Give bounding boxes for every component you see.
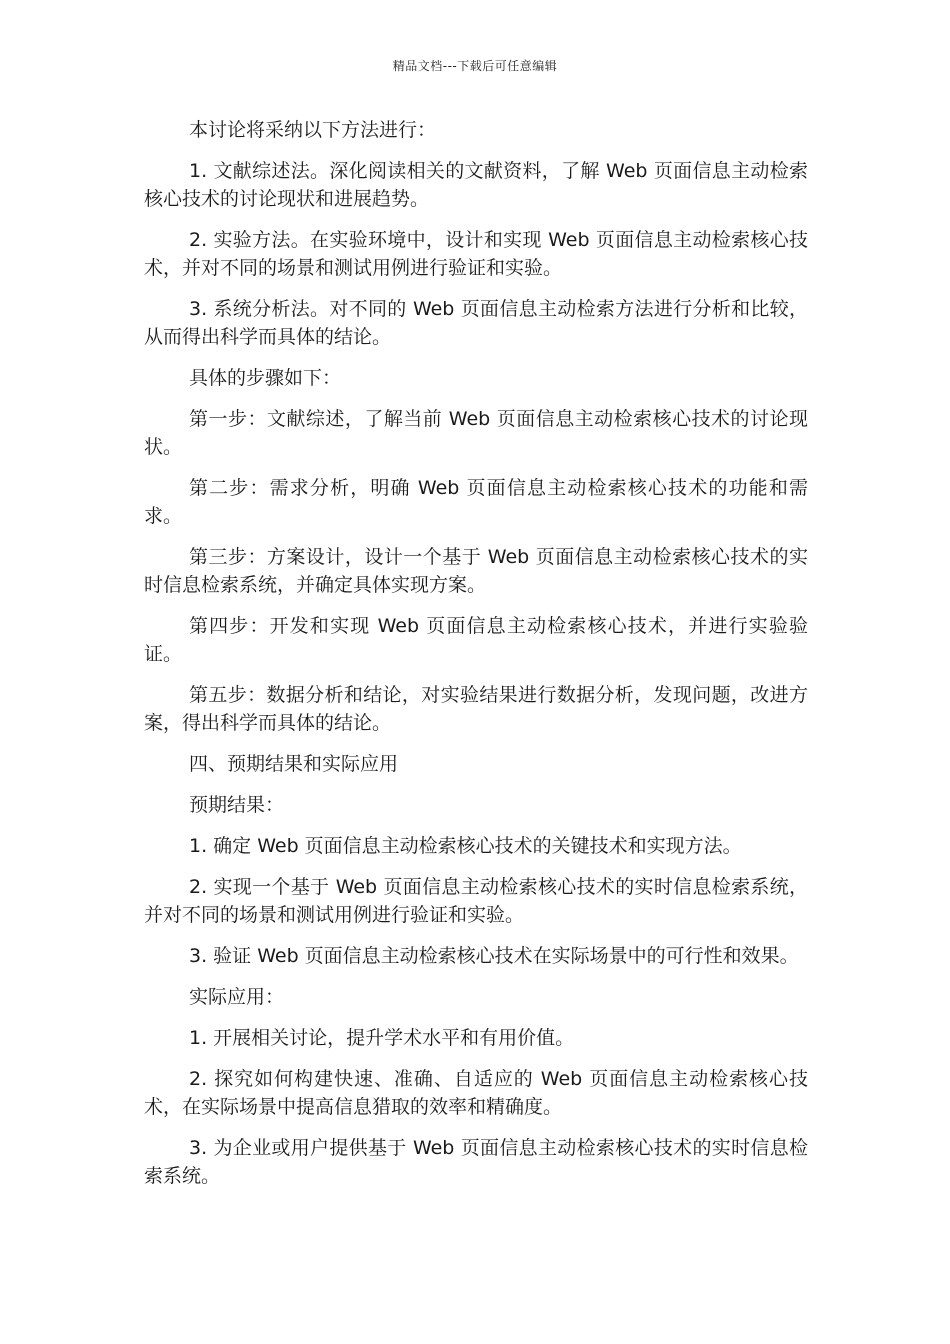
paragraph-step-1: 第一步：文献综述，了解当前 Web 页面信息主动检索核心技术的讨论现状。 — [144, 408, 808, 458]
paragraph-application-1: 1. 开展相关讨论，提升学术水平和有用价值。 — [189, 1027, 575, 1049]
paragraph-method-1: 1. 文献综述法。深化阅读相关的文献资料，了解 Web 页面信息主动检索核心技术的讨论现状和进展趋势。 — [144, 160, 808, 210]
paragraph-method-2: 2. 实验方法。在实验环境中，设计和实现 Web 页面信息主动检索核心技术，并对不同的场景和测试用例进行验证和实验。 — [144, 229, 808, 279]
document-body — [144, 116, 808, 1203]
paragraph-step-2: 第二步：需求分析，明确 Web 页面信息主动检索核心技术的功能和需求。 — [144, 477, 808, 527]
paragraph-expected-intro: 预期结果： — [189, 794, 285, 816]
paragraph-expected-3: 3. 验证 Web 页面信息主动检索核心技术在实际场景中的可行性和效果。 — [189, 945, 799, 967]
paragraph-expected-1: 1. 确定 Web 页面信息主动检索核心技术的关键技术和实现方法。 — [189, 835, 742, 857]
paragraph-steps-intro: 具体的步骤如下： — [189, 367, 342, 389]
paragraph-method-3: 3. 系统分析法。对不同的 Web 页面信息主动检索方法进行分析和比较，从而得出科学而具体的结论。 — [144, 298, 808, 348]
paragraph-step-5: 第五步：数据分析和结论，对实验结果进行数据分析，发现问题，改进方案，得出科学而具体的结论。 — [144, 684, 808, 734]
section-heading-4: 四、预期结果和实际应用 — [189, 753, 399, 775]
page-header: 精品文档---下载后可任意编辑 — [392, 59, 558, 73]
paragraph-method-intro: 本讨论将采纳以下方法进行： — [189, 119, 437, 141]
paragraph-application-2: 2. 探究如何构建快速、准确、自适应的 Web 页面信息主动检索核心技术，在实际场景中提高信息猎取的效率和精确度。 — [144, 1068, 808, 1118]
paragraph-application-3: 3. 为企业或用户提供基于 Web 页面信息主动检索核心技术的实时信息检索系统。 — [144, 1137, 808, 1187]
paragraph-application-intro: 实际应用： — [189, 986, 285, 1008]
paragraph-step-3: 第三步：方案设计，设计一个基于 Web 页面信息主动检索核心技术的实时信息检索系统，并确定具体实现方案。 — [144, 546, 808, 596]
paragraph-step-4: 第四步：开发和实现 Web 页面信息主动检索核心技术，并进行实验验证。 — [144, 615, 808, 665]
paragraph-expected-2: 2. 实现一个基于 Web 页面信息主动检索核心技术的实时信息检索系统，并对不同的场景和测试用例进行验证和实验。 — [144, 876, 808, 926]
